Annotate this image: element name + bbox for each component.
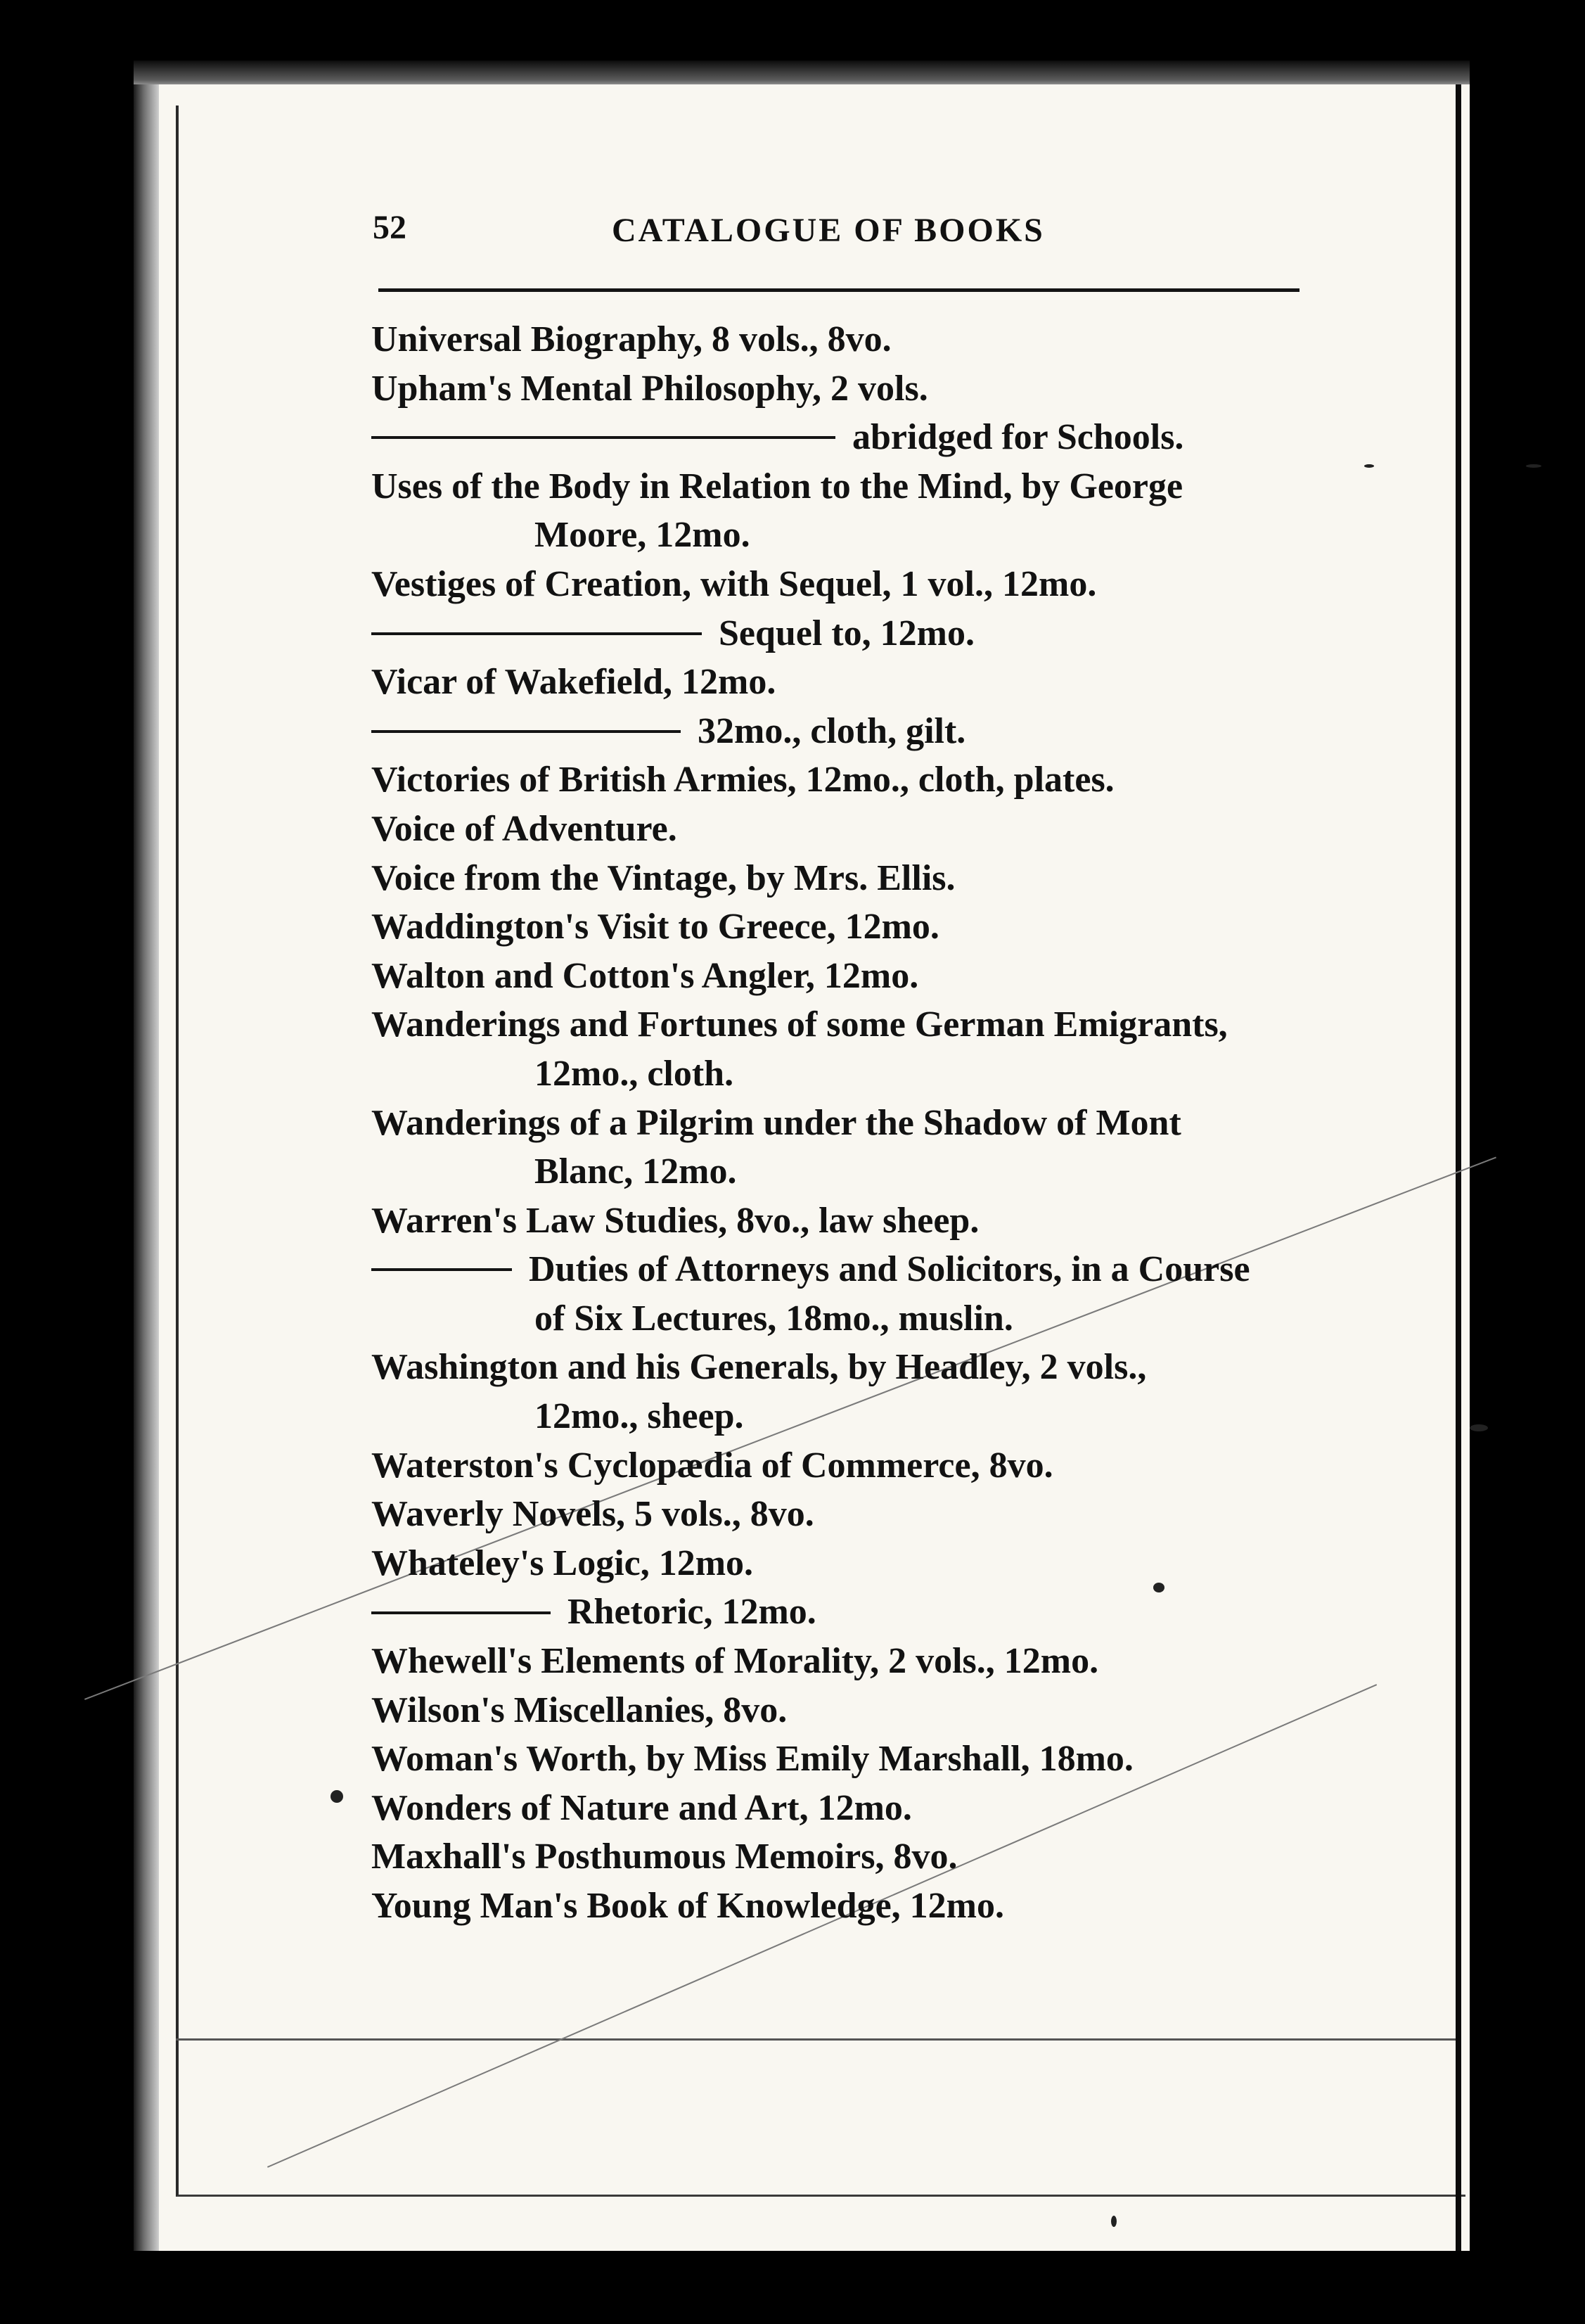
ditto-rule <box>371 436 835 439</box>
list-item-continuation: Moore, 12mo. <box>534 515 750 556</box>
list-item: 32mo., cloth, gilt. <box>371 707 1300 756</box>
list-item: Uses of the Body in Relation to the Mind, by George <box>371 466 1183 506</box>
list-item: Wanderings of a Pilgrim under the Shadow of Mont <box>371 1102 1181 1143</box>
book-list <box>371 315 1300 1931</box>
list-item-continuation: Blanc, 12mo. <box>534 1151 737 1192</box>
list-item: Waterston's Cyclopædia of Commerce, 8vo. <box>371 1445 1053 1486</box>
list-item: Victories of British Armies, 12mo., cloth, plates. <box>371 760 1115 800</box>
list-item: Wonders of Nature and Art, 12mo. <box>371 1787 912 1828</box>
list-item: Wilson's Miscellanies, 8vo. <box>371 1690 788 1730</box>
page-number: 52 <box>373 209 406 246</box>
list-item: Upham's Mental Philosophy, 2 vols. <box>371 368 928 409</box>
list-item: Voice of Adventure. <box>371 808 677 849</box>
ink-speck <box>1111 2216 1117 2227</box>
list-item: Voice from the Vintage, by Mrs. Ellis. <box>371 857 956 898</box>
list-item: Waddington's Visit to Greece, 12mo. <box>371 907 939 947</box>
list-item: Sequel to, 12mo. <box>371 609 1300 658</box>
ditto-rule <box>371 1268 512 1271</box>
header-rule <box>378 288 1300 292</box>
list-item-continuation: of Six Lectures, 18mo., muslin. <box>534 1298 1013 1339</box>
ditto-rule <box>371 730 681 733</box>
list-item: Young Man's Book of Knowledge, 12mo. <box>371 1886 1004 1926</box>
ditto-rule <box>371 632 702 635</box>
list-item: Universal Biography, 8 vols., 8vo. <box>371 319 892 359</box>
ink-speck <box>1364 464 1374 468</box>
ink-speck <box>1470 1424 1488 1431</box>
list-item-continuation: 12mo., sheep. <box>534 1396 744 1437</box>
list-item: Whewell's Elements of Morality, 2 vols., 12mo. <box>371 1641 1099 1682</box>
page-title: CATALOGUE OF BOOKS <box>612 212 1045 249</box>
gutter-rule <box>1456 84 1461 2251</box>
list-item: Duties of Attorneys and Solicitors, in a Course <box>371 1245 1300 1294</box>
page-left-edge <box>134 84 159 2251</box>
list-item: Warren's Law Studies, 8vo., law sheep. <box>371 1200 980 1241</box>
list-item: Whateley's Logic, 12mo. <box>371 1543 754 1583</box>
list-item-continuation: 12mo., cloth. <box>534 1053 734 1094</box>
list-item: Vicar of Wakefield, 12mo. <box>371 662 776 703</box>
list-item: Walton and Cotton's Angler, 12mo. <box>371 955 919 996</box>
ink-speck <box>331 1790 343 1803</box>
bottom-rule <box>176 2038 1456 2041</box>
list-item: Washington and his Generals, by Headley, 2 vols., <box>371 1347 1147 1388</box>
list-item: Waverly Novels, 5 vols., 8vo. <box>371 1494 814 1535</box>
ditto-rule <box>371 1611 551 1614</box>
list-item: Vestiges of Creation, with Sequel, 1 vol., 12mo. <box>371 563 1097 604</box>
list-item: Rhetoric, 12mo. <box>371 1588 1300 1637</box>
ink-speck <box>1526 464 1541 468</box>
list-item: Maxhall's Posthumous Memoirs, 8vo. <box>371 1837 958 1877</box>
list-item: abridged for Schools. <box>371 413 1300 462</box>
list-item: Wanderings and Fortunes of some German Emigrants, <box>371 1004 1228 1045</box>
list-item: Woman's Worth, by Miss Emily Marshall, 18mo. <box>371 1739 1134 1780</box>
